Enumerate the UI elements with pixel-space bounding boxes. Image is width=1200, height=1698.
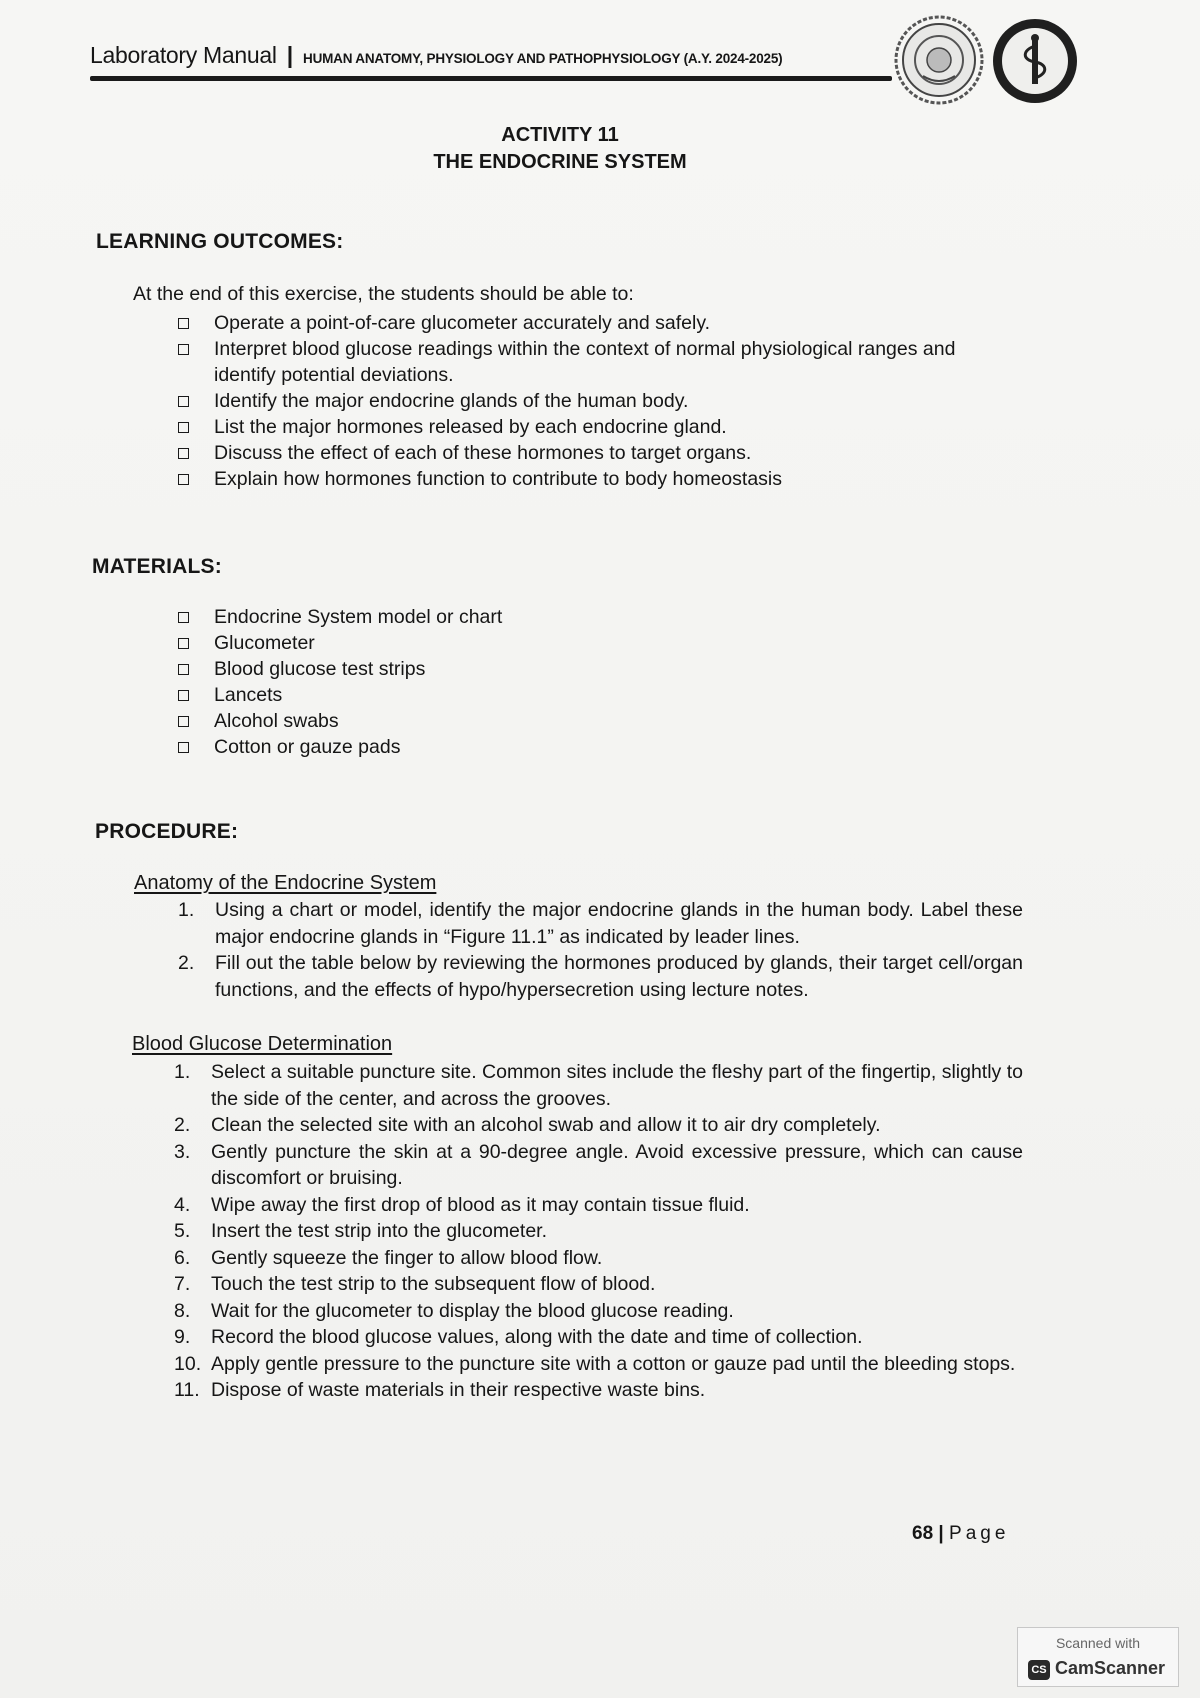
scanned-with-label: Scanned with <box>1055 1635 1141 1651</box>
checkbox-bullet-icon <box>178 716 189 727</box>
activity-title: THE ENDOCRINE SYSTEM <box>433 151 687 173</box>
procedure-heading: PROCEDURE: <box>95 820 239 843</box>
manual-label: Laboratory Manual <box>90 42 277 68</box>
camscanner-label: CamScanner <box>1055 1658 1166 1678</box>
anatomy-subheading: Anatomy of the Endocrine System <box>134 872 437 894</box>
checkbox-bullet-icon <box>178 396 189 407</box>
camscanner-logo-icon: CS <box>1028 1660 1050 1680</box>
list-item: 2. Clean the selected site with an alcohol swab and allow it to air dry completely. <box>174 1114 881 1136</box>
list-item: 4. Wipe away the first drop of blood as it may contain tissue fluid. <box>174 1193 750 1216</box>
list-item: 7. Touch the test strip to the subsequent flow of blood. <box>174 1273 656 1295</box>
glucose-steps <box>174 1059 1023 1404</box>
list-item: 6. Gently squeeze the finger to allow blood flow. <box>174 1246 603 1269</box>
list-item: Interpret blood glucose readings within the context of normal physiological ranges and identify potential deviations. <box>178 336 1020 388</box>
checkbox-bullet-icon <box>178 474 189 485</box>
checkbox-bullet-icon <box>178 742 189 753</box>
university-seal-icon <box>893 14 985 106</box>
checkbox-bullet-icon <box>178 448 189 459</box>
list-item: Alcohol swabs <box>178 708 878 734</box>
running-header <box>90 42 782 69</box>
list-item: 11. Dispose of waste materials in their respective waste bins. <box>174 1379 706 1401</box>
list-item: Blood glucose test strips <box>178 656 878 682</box>
list-item: List the major hormones released by each endocrine gland. <box>178 414 1020 440</box>
list-item: Lancets <box>178 682 878 708</box>
list-item: Glucometer <box>178 630 878 656</box>
list-item: 10. Apply gentle pressure to the puncture site with a cotton or gauze pad until the bleeding stops. <box>174 1352 1016 1375</box>
list-item: 1. Using a chart or model, identify the major endocrine glands in the human body. Label these major endocrine glands in “Figure 11.1” as indicated by leader lines. <box>178 899 1023 948</box>
materials-list <box>178 604 878 760</box>
learning-outcomes-intro: At the end of this exercise, the students should be able to: <box>133 283 634 305</box>
list-item: Endocrine System model or chart <box>178 604 878 630</box>
college-seal-icon <box>990 16 1080 106</box>
checkbox-bullet-icon <box>178 664 189 675</box>
header-separator: | <box>286 42 293 68</box>
list-item: 5. Insert the test strip into the glucometer. <box>174 1220 548 1242</box>
camscanner-watermark <box>1017 1627 1179 1687</box>
list-item: 3. Gently puncture the skin at a 90-degree angle. Avoid excessive pressure, which can cause discomfort or bruising. <box>174 1140 1023 1189</box>
checkbox-bullet-icon <box>178 422 189 433</box>
page-number: 68 | Page <box>912 1523 1010 1544</box>
list-item: Discuss the effect of each of these hormones to target organs. <box>178 440 1020 466</box>
list-item: 9. Record the blood glucose values, along with the date and time of collection. <box>174 1326 863 1348</box>
learning-outcomes-heading: LEARNING OUTCOMES: <box>96 230 344 253</box>
materials-heading: MATERIALS: <box>92 555 222 578</box>
course-title: HUMAN ANATOMY, PHYSIOLOGY AND PATHOPHYSIOLOGY (A.Y. 2024-2025) <box>303 51 783 66</box>
list-item: 2. Fill out the table below by reviewing the hormones produced by glands, their target cell/organ functions, and the effects of hypo/hypersecretion using lecture notes. <box>178 952 1023 1001</box>
checkbox-bullet-icon <box>178 638 189 649</box>
list-item: Explain how hormones function to contribute to body homeostasis <box>178 466 1020 492</box>
header-rule <box>90 76 892 81</box>
activity-number: ACTIVITY 11 <box>501 124 619 146</box>
list-item: Operate a point-of-care glucometer accurately and safely. <box>178 310 1020 336</box>
list-item: Cotton or gauze pads <box>178 734 878 760</box>
checkbox-bullet-icon <box>178 318 189 329</box>
checkbox-bullet-icon <box>178 690 189 701</box>
checkbox-bullet-icon <box>178 612 189 623</box>
checkbox-bullet-icon <box>178 344 189 355</box>
anatomy-steps <box>178 897 1023 1003</box>
list-item: 8. Wait for the glucometer to display the blood glucose reading. <box>174 1299 734 1322</box>
learning-outcomes-list <box>178 310 1020 492</box>
list-item: 1. Select a suitable puncture site. Common sites include the fleshy part of the fingertip, slightly to the side of the center, and across the grooves. <box>174 1061 1023 1110</box>
list-item: Identify the major endocrine glands of the human body. <box>178 388 1020 414</box>
glucose-subheading: Blood Glucose Determination <box>132 1033 393 1055</box>
